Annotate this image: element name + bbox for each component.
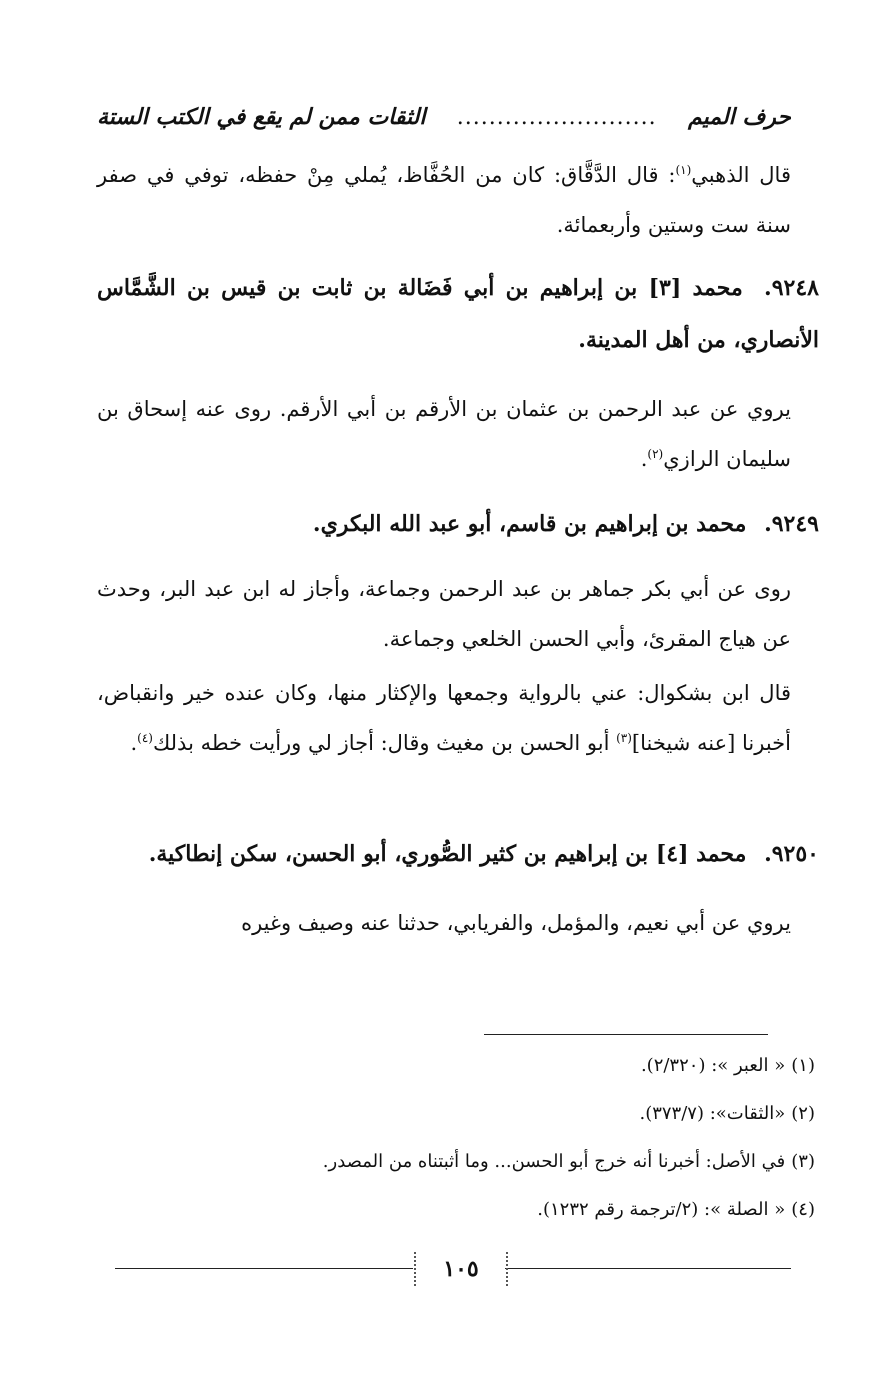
footnote-1	[95, 1042, 815, 1090]
footnote-text: «الثقات»: (٣٧٣/٧).	[639, 1103, 786, 1124]
bottom-rule-right	[505, 1268, 791, 1269]
footnote-separator	[484, 1034, 768, 1035]
footnotes	[95, 1042, 815, 1234]
entry-heading-text: محمد بن إبراهيم بن قاسم، أبو عبد الله البكري.	[312, 511, 747, 537]
footnote-number: (٣)	[791, 1151, 815, 1172]
entry-number: ٩٢٤٩.	[764, 511, 819, 537]
entry-heading-text: محمد [٤] بن إبراهيم بن كثير الصُّوري، أبو الحسن، سكن إنطاكية.	[148, 841, 747, 867]
footnote-number: (٢)	[791, 1103, 815, 1124]
footnote-2	[95, 1090, 815, 1138]
header-book-title: الثقات ممن لم يقع في الكتب الستة	[97, 104, 426, 130]
running-header	[97, 96, 791, 130]
footnote-text: « الصلة »: (٢/ترجمة رقم ١٢٣٢).	[537, 1199, 786, 1220]
footnote-number: (٤)	[791, 1199, 815, 1220]
bottom-rule-left	[115, 1268, 413, 1269]
intro-paragraph: قال الذهبي$^{(١)}$: قال الدَّقَّاق: كان من الحُفَّاظ، يُملي مِنْ حفظه، توفي في صفر سنة ست وستين وأربعمائة.	[97, 163, 791, 237]
footnote-text: « العبر »: (٢/٣٢٠).	[640, 1055, 786, 1076]
entry-heading-9250	[97, 828, 819, 880]
page-number: ١٠٥	[414, 1252, 508, 1286]
footnote-ref[interactable]: (٤)	[137, 731, 153, 745]
footnote-text: في الأصل: أخبرنا أنه خرج أبو الحسن... وما أثبتناه من المصدر.	[322, 1151, 786, 1172]
footnote-number: (١)	[791, 1055, 815, 1076]
header-leader-dots: .........................	[456, 105, 657, 130]
header-chapter-title: حرف الميم	[687, 104, 791, 130]
entry-heading-9248	[97, 262, 819, 366]
entry-9249-paragraph-2: قال ابن بشكوال: عني بالرواية وجمعها والإكثار منها، وكان عنده خير وانقباض، أخبرنا [عنه شيخنا]$^{(٣)}$ أبو الحسن بن مغيث وقال: أجاز لي ورأيت خطه بذلك$^{(٤)}$.	[97, 681, 791, 755]
entry-number: ٩٢٤٨.	[764, 275, 819, 301]
entry-number: ٩٢٥٠.	[764, 841, 819, 867]
entry-heading-9249	[97, 498, 819, 550]
entry-9249-paragraph-1: روى عن أبي بكر جماهر بن عبد الرحمن وجماعة، وأجاز له ابن عبد البر، وحدث عن هياج المقرئ، وأبي الحسن الخلعي وجماعة.	[97, 577, 791, 651]
footnote-4	[95, 1186, 815, 1234]
footnote-ref[interactable]: (٣)	[616, 731, 632, 745]
entry-heading-text: محمد [٣] بن إبراهيم بن أبي فَضَالة بن ثابت بن قيس بن الشَّمَّاس الأنصاري، من أهل المدينة.	[97, 275, 819, 353]
footnote-ref[interactable]: (٢)	[647, 447, 664, 461]
entry-9248-paragraph: يروي عن عبد الرحمن بن عثمان بن الأرقم بن أبي الأرقم. روى عنه إسحاق بن سليمان الرازي$^{(٢)}$.	[97, 397, 791, 471]
footnote-ref[interactable]: (١)	[675, 163, 692, 177]
footnote-3	[95, 1138, 815, 1186]
entry-9250-paragraph: يروي عن أبي نعيم، والمؤمل، والفريابي، حدثنا عنه وصيف وغيره	[241, 911, 791, 935]
